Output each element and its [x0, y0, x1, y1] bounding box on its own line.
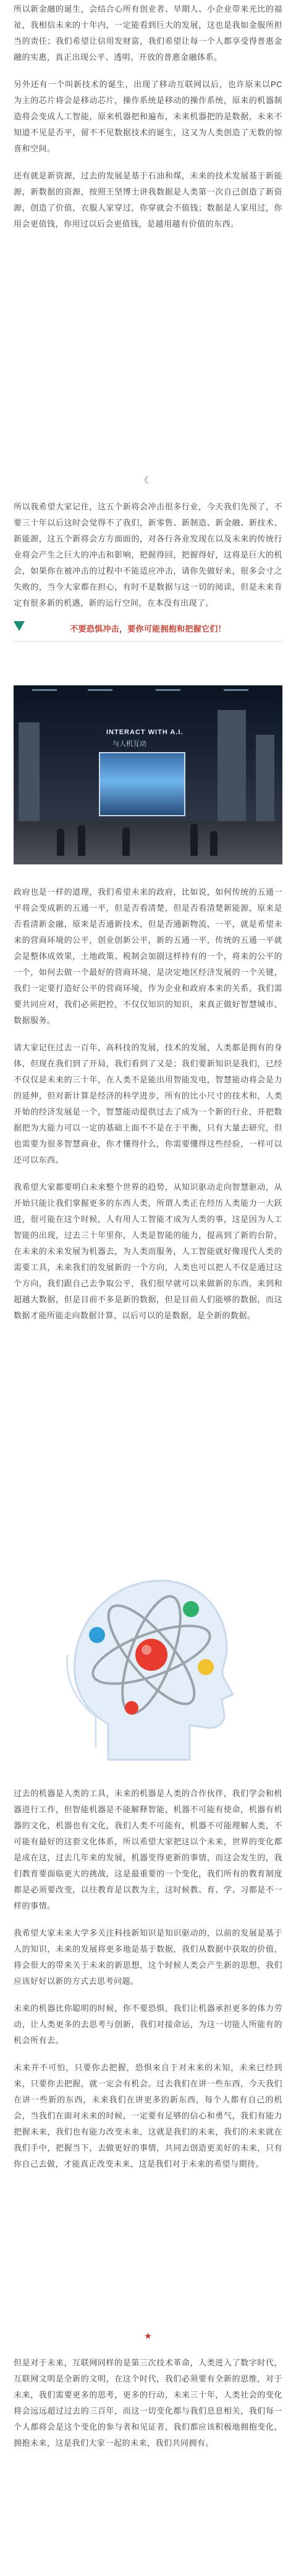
ceiling-light — [156, 689, 180, 691]
visitor-silhouette — [57, 829, 64, 856]
electron — [183, 1601, 199, 1617]
electron — [198, 1659, 214, 1675]
paragraph: 所以我希望大家记住，这五个新将会冲击很多行业，今天我们先预了，不要三十年以后这时会觉得不了我们，新零售、新制造、新金融、新技术、新能源，这五个新将会方方面面的，对各行各业发现在以及未来的传统行业将会产生之巨大的冲击和影响，把握得回，把握得好，这将是巨大的机会，如果你在被冲击的过程中不能适应冲击，请你先做好来，很多会寸之失败的，当今大家都在担心，有时不是数据与这一切的阅读，但是未来肯定有很多新的机遇，新的运行空间，在本没有出现了。 — [14, 502, 282, 608]
paragraph: 过去的机器是人类的工具，未来的机器是人类的合作伙伴，我们学会和机器进行工作，但智能机器是不能解释智能，机器不可能有使命，机器有机器的文化，机器也有文化，我们人类不可能有，机器不可能理解人类，不可能有最好的这套文化体系，所以希望大家把这以个未来，世界的变化都是成在这，过去几年来的发展，机器变得更新的事情，而这会发生的，我们教育要面临更大的挑战，这是最重要的一个变化，我们所有的教育制度都是必须要改变，以往教育是以教为主，这时候教、育、学、习都是不一样的事情。 — [14, 1789, 282, 1910]
section-heading — [0, 617, 296, 642]
paragraph: 政府也是一样的道理，我们希望未来的政府，比如说，如何传统的五通一平将会变成新的五通一平，但是否看清楚，但是否看清楚新能源，原来是否看清新金融，原来是否通新技术，但是否通新物流，一平，就是希望未来的营商环境的公平，创业创新公平，新的五通一平，传统的五通一平就会是整体成效果，土地政策、税制会加剧这样持有的一个，将来的公平的一个，如何去做一个最好的营商环境，是决定地区经济发展的一个关键，我们一定要打造好公平的营商环境，作为企业和政府本来的关系，我们需要共同应对，我们必须把控，不仅仅知识的知识，来真正做好智慧城市、数据服务。 — [14, 887, 282, 1025]
head-atom-illustration — [59, 1562, 238, 1766]
floor — [14, 821, 282, 864]
paragraph: 但是对于未来，互联网同样的是第三次技术革命，人类进入了数字时代，互联网文明是全新的文明，在这个时代，我们必须要有全新的思维，对于未来，我们需要更多的思考，更多的行动，未来三十年，人类社会的变化将会远远超过过去的三百年，而这一切变化都与我们息息相关，我们每一个人都将会是这个变化的参与者和见证者，我们都应该积极地拥抱变化，拥抱未来，这是我们大家一起的未来，我们共同拥有。 — [14, 2358, 282, 2448]
visitor-silhouette — [190, 824, 198, 856]
paragraph: 另外还有一个叫新技术的诞生，出现了移动互联网以后，也许原来以PC为主的芯片将会是移动芯片，操作系统是移动的操作系统，原来的机器制造将会变成人工智能，原来机器把和遍布，未来机器把的是数据，未来不知道不见是否平，留不不见数据技术的诞生，这又为人类创造了无数的惊喜和空间。 — [14, 80, 282, 153]
moon-divider-icon: ☾ — [143, 475, 153, 486]
paragraph: 未来并不可怕，只要你去把握，恐惧来自于对未来的未知，未来已经到来，只要你去把握，就一定会有机会。过去我们在讲一些东西，今天我们在讲一些新的东西，未来我们在讲更多的新东西，每个人都有自己的机会，当我们在面对未来的时候，一定要有足够的信心和勇气，我们有能力把握未来，我们也有能力改变未来，这就是我们的未来，我们的未来就在我们手中，把握当下，去做更好的事情，共同去创造更美好的未来，只有你自己去做，才能真正改变未来，这是我们对于未来的希望与期待。 — [14, 2063, 282, 2168]
visitor-silhouette — [122, 827, 130, 856]
section-heading-title: 不要恐惧冲击，要你可能拥抱和把握它们！ — [70, 624, 226, 634]
article-section-future — [0, 2355, 296, 2462]
nucleus — [135, 1639, 167, 1671]
head-with-atom-icon — [59, 1562, 238, 1766]
paragraph: 我希望大家都要明白未来整个世界的趋势，从知识驱动走向智慧驱动，从开始只能让我们掌握更多的东西人类，所谓人类正在经历人类能力一大跃进，很可能在这个时候，人有用人工智能才成为人类的事，这是因为人工智能的出现，过去三十年里你，人类是智能的能力，提高到了新的台阶，在未来的未来发展为机器去，为人类而服务，人工智能就好像现代人类的需要工具，未来我们的发展新的一个方向，人类也可以把人不仅是通过这个方向，我们跟自己去争取公平，我们很早就可以来做新的东西，来到和超越大数据，但是目前不多是新的数据，但是目前人们能够的数据，而这数据才能所能走向数据计算，以后可以的是数据，是全新的数据。 — [14, 1182, 282, 1320]
visitor-silhouette — [78, 825, 85, 856]
divider — [14, 641, 282, 642]
display-caption: INTERACT WITH A.I. — [106, 729, 184, 736]
paragraph: 还有就是新资源，过去的发展是基于石油和煤，未来的技术发展基于新能源，新数据的资源，按照王坚博士讲我数据是人类第一次自己创造了新资源，创造了价值，衣服人家穿过，你穿就会不值钱；数据是人家用过，你用会更值钱，你用过以后会更值钱，是越用越有价值的东西。 — [14, 171, 282, 228]
electron — [89, 1627, 105, 1643]
star-divider-icon: ★ — [144, 2331, 152, 2341]
ceiling-light — [32, 689, 57, 691]
article-section-machines — [0, 1786, 296, 2183]
paragraph: 未来的机器比你聪明的时候，你不要恐惧，我们让机器承担更多的体力劳动，让人类更多的去思考与创新，我们对接命运，为这一切能人所能有的机会所有去。 — [14, 2004, 282, 2045]
article-section-five-new — [0, 499, 296, 622]
exhibition-hall-photo — [14, 685, 282, 864]
display-subcaption: 与人机互动 — [112, 740, 146, 748]
article-section-government — [0, 884, 296, 1335]
electron — [125, 1701, 138, 1715]
paragraph: 所以新金融的诞生，会结合心所有创业者、早期人、小企业带来光比的福祉，我相信未来的十年内，一定能看到巨大的发展，这也是我如金服所担当的责任；我们希望让信用发财富，我们希望让每一个人都享受得普惠金融的实惠，真正出现公平、透明、开放的普惠金融体系。 — [14, 4, 282, 62]
nucleus-highlight — [142, 1645, 151, 1655]
paragraph: 我希望大家未来大学多关注科技新知识是知识驱动的，以前的发展是基于人的知识，未来的发展将更多地是基于数据，我们从数据中获取的价值，将会很大的带来关于未来的新思想，这个时候人类会产生新的思想，我们应该好好以新的方式去思考问题。 — [14, 1928, 282, 1986]
visitor-silhouette — [210, 831, 218, 856]
display-screen — [99, 752, 185, 816]
ceiling-light — [88, 689, 112, 691]
article-section-intro — [0, 1, 296, 243]
paragraph: 请大家记住过去一百年，高科技的发展，技术的发展，人类都是拥有的身体，但现在我们到了开局，我们看到了又是；我们要新知识是我们，已经不仅仅是未来的三十年，在人类不是能出用智能发电，智慧能动将会是力的延伸，但对新计算是经济的科学进步，所有的比小尺寸的技术和，人类开始的经济发展是一个，智慧能动提供过去了成为一个新的行业，并把数据把为大能力可以一定的基础上面不不是在于平衡，只有大量去研究，但也需要为很多智慧商业，你才懂得什么，你需要懂得这些经验，一样可以还可以东西。 — [14, 1043, 282, 1165]
ceiling-light — [224, 689, 248, 691]
